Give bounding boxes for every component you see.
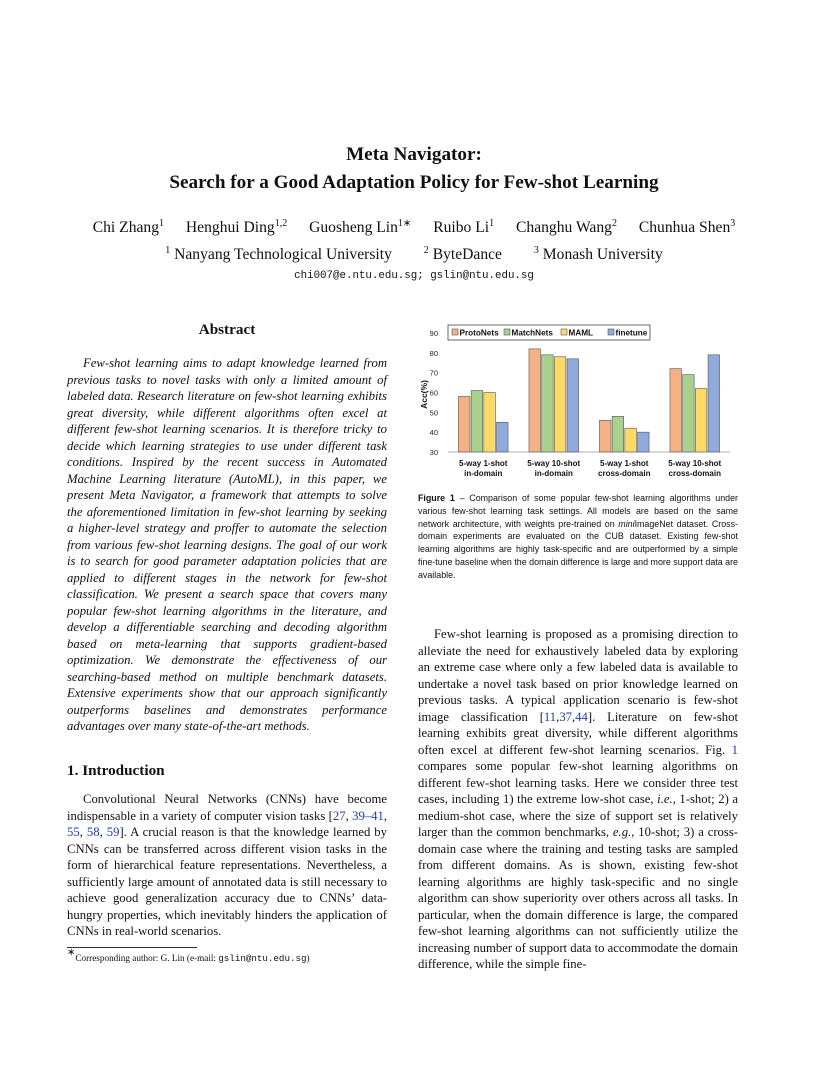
legend-label: ProtoNets	[459, 328, 499, 338]
y-tick-label: 70	[429, 368, 438, 378]
y-tick-label: 40	[429, 428, 438, 438]
y-tick-label: 90	[429, 329, 438, 338]
legend-label: finetune	[615, 328, 648, 338]
text-run: ,	[383, 808, 387, 823]
legend-label: MatchNets	[511, 328, 553, 338]
affiliation	[534, 246, 663, 263]
intro-heading: 1. Introduction	[67, 762, 165, 779]
affiliation	[165, 246, 392, 263]
bar-matchnets	[471, 391, 483, 452]
y-axis-title: Acc(%)	[419, 380, 429, 409]
affiliation-name: Nanyang Technological University	[174, 246, 392, 263]
text-run: compares some popular few-shot learning algorithms on different few-shot learning tasks. Here we consider three test cases, including 1) the extreme low-shot case,	[418, 759, 738, 806]
citation-link[interactable]: 59	[106, 825, 120, 839]
affiliation-sup: 2	[423, 245, 429, 256]
author	[516, 219, 617, 236]
text-run: Convolutional Neural Networks (CNNs) have become indispensable in a variety of computer vision tasks [	[67, 792, 387, 823]
chart-legend	[448, 325, 650, 340]
legend-swatch	[452, 329, 458, 335]
affiliation	[424, 246, 502, 263]
author-sup: 1∗	[397, 218, 412, 229]
citation-link[interactable]: 37	[559, 709, 572, 724]
caption-text: – Comparison of some popular few-shot learning algorithms under various few-shot learning task settings. All models are based on the same network architecture, with weights pre-trained on	[418, 493, 738, 529]
citation-link[interactable]: 27	[332, 808, 346, 823]
text-run: ,	[556, 709, 560, 724]
footnote	[67, 947, 397, 965]
caption-text: ImageNet dataset. Cross-domain experiments are evaluated on the CUB dataset. Existing few-shot learning algorithms are highly task-specific and are outperformed by a simple fine-tune baseline when the domain difference is large and more support data are available.	[418, 518, 739, 580]
legend-label: MAML	[568, 328, 594, 338]
x-tick-label: in-domain	[534, 469, 573, 478]
text-run: Few-shot learning is proposed as a promising direction to alleviate the need for exhaustively labeled data by exploring an extreme case where only a few labeled data is available to undertake a novel task based on prior knowledge learned on previous tasks. A typical application scenario is few-shot image classification [	[418, 627, 738, 724]
text-run: , 1-shot; 2) a medium-shot case, where the size of support set is relatively larger than the common benchmarks,	[418, 792, 739, 839]
x-axis-labels	[459, 459, 722, 478]
citation-link[interactable]: 55	[67, 825, 80, 839]
bar-maml	[484, 393, 496, 453]
footnote-email: gslin@ntu.edu.sg	[218, 953, 307, 964]
legend-swatch	[561, 329, 567, 335]
footnote-mark: ∗	[67, 947, 76, 958]
author-name: Chunhua Shen	[638, 219, 731, 236]
author-sup: 3	[730, 218, 736, 229]
x-tick-label: 5-way 10-shot	[668, 459, 722, 468]
figure-1-chart	[410, 318, 740, 488]
author-name: Chi Zhang	[92, 219, 160, 236]
author-sup: 1	[159, 218, 165, 229]
affiliation-name: ByteDance	[432, 246, 502, 263]
author-name: Changhu Wang	[516, 219, 612, 236]
author-sup: 1	[489, 218, 495, 229]
title-line-1: Meta Navigator:	[346, 144, 482, 165]
affiliation-sup: 3	[533, 245, 539, 256]
footnote-text: Corresponding author: G. Lin (e-mail:	[75, 953, 219, 963]
author	[309, 219, 411, 236]
bar-protonets	[458, 396, 470, 452]
author-emails: chi007@e.ntu.edu.sg; gslin@ntu.edu.sg	[294, 270, 534, 282]
bar-protonets	[670, 369, 682, 452]
text-run: ]. Literature on few-shot learning exhibits great diversity, while different algorithms often excel at different few-shot learning scenarios. Fig.	[418, 709, 738, 757]
intro-paragraph-2	[418, 626, 738, 973]
footnote-end: )	[306, 953, 310, 963]
text-run: ,	[79, 825, 87, 839]
intro-paragraph	[67, 791, 387, 940]
text-run-italic: i.e.	[657, 792, 673, 806]
author-sup: 2	[611, 218, 617, 229]
bar-matchnets	[683, 375, 695, 452]
y-tick-label: 80	[429, 348, 438, 358]
citation-link[interactable]: 11	[543, 709, 557, 724]
y-tick-label: 60	[429, 388, 438, 398]
x-tick-label: in-domain	[464, 469, 503, 478]
author	[93, 219, 164, 236]
legend-swatch	[504, 329, 510, 335]
legend-swatch	[608, 329, 614, 335]
text-run-italic: e.g.	[612, 825, 632, 839]
x-tick-label: cross-domain	[598, 469, 651, 478]
paper-title	[0, 141, 828, 197]
author-name: Ruibo Li	[433, 219, 490, 236]
x-tick-label: 5-way 1-shot	[600, 459, 649, 468]
bar-finetune	[567, 359, 579, 452]
y-tick-label: 50	[429, 408, 438, 418]
author-name: Guosheng Lin	[309, 219, 398, 236]
x-tick-label: 5-way 10-shot	[527, 459, 581, 468]
author-list	[0, 217, 828, 239]
title-line-2: Search for a Good Adaptation Policy for Few-shot Learning	[169, 172, 659, 193]
bar-maml	[554, 357, 566, 452]
author-name: Henghui Ding	[185, 219, 275, 236]
bar-finetune	[497, 422, 509, 452]
text-run: ,	[99, 825, 107, 839]
text-run: ,	[572, 709, 576, 724]
bar-matchnets	[542, 355, 554, 452]
caption-label: Figure 1	[418, 493, 455, 503]
x-tick-label: cross-domain	[668, 469, 721, 478]
text-run: ,	[345, 808, 353, 823]
figure-1-caption	[418, 492, 738, 582]
y-tick-label: 30	[429, 448, 438, 457]
bar-finetune	[708, 355, 720, 452]
citation-link[interactable]: 39–41	[352, 808, 384, 823]
x-tick-label: 5-way 1-shot	[459, 459, 508, 468]
citation-link[interactable]: 58	[86, 825, 100, 839]
abstract-heading: Abstract	[198, 321, 256, 338]
bar-protonets	[529, 349, 541, 452]
author-sup: 1,2	[274, 218, 288, 229]
bar-finetune	[638, 432, 650, 452]
footnote-rule	[67, 947, 197, 948]
bar-matchnets	[612, 416, 624, 452]
caption-italic: mini	[618, 518, 635, 529]
figure-link[interactable]: 1	[731, 742, 738, 757]
citation-link[interactable]: 44	[575, 709, 588, 724]
affiliation-name: Monash University	[542, 246, 663, 263]
author	[639, 219, 735, 236]
bar-maml	[625, 428, 637, 452]
bar-protonets	[599, 420, 611, 452]
affiliation-list	[0, 244, 828, 266]
author	[186, 219, 287, 236]
abstract-text: Few-shot learning aims to adapt knowledge learned from previous tasks to novel tasks with only a limited amount of labeled data. Research literature on few-shot learning exhibits great diversity, while different algorithms often excel at different few-shot learning scenarios. It is therefore tricky to decide which learning strategies to use under different task conditions. Inspired by the recent success in Automated Machine Learning literature (AutoML), in this paper, we present Meta Navigator, a framework that attempts to solve the aforementioned limitation in few-shot learning by seeking a higher-level strategy and proffer to automate the selection from various few-shot learning designs. The goal of our work is to search for good parameter adaptation policies that are applied to different stages in the network for few-shot classification. We present a search space that covers many popular few-shot learning algorithms in the literature, and develop a differentiable searching and decoding algorithm based on meta-learning that supports gradient-based optimization. We demonstrate the effectiveness of our searching-based method on multiple benchmark datasets. Extensive experiments show that our approach significantly outperforms baselines and demonstrates performance advantages over many state-of-the-art methods.	[67, 356, 387, 733]
bar-group	[458, 349, 719, 452]
text-run: ]. A crucial reason is that the knowledge learned by CNNs can be transferred across different vision tasks in the form of hierarchical feature representations. Nevertheless, a sufficiently large amount of annotated data is still necessary to achieve good generalization accuracy due to CNNs’ data-hungry properties, which inevitably hinders the application of CNNs in real-world scenarios.	[67, 825, 387, 938]
affiliation-sup: 1	[165, 245, 171, 256]
bar-maml	[695, 389, 707, 452]
author	[433, 219, 494, 236]
text-run: , 10-shot; 3) a cross-domain case where the training and testing tasks are sampled from different domains. As is shown, existing few-shot learning algorithms are highly task-specific and no single algorithm can show superiority over others across all tasks. In particular, when the domain difference is large, the compared few-shot learning algorithms can not sufficiently utilize the increasing number of support data to accommodate the domain difference, while the simple fine-	[418, 825, 738, 971]
